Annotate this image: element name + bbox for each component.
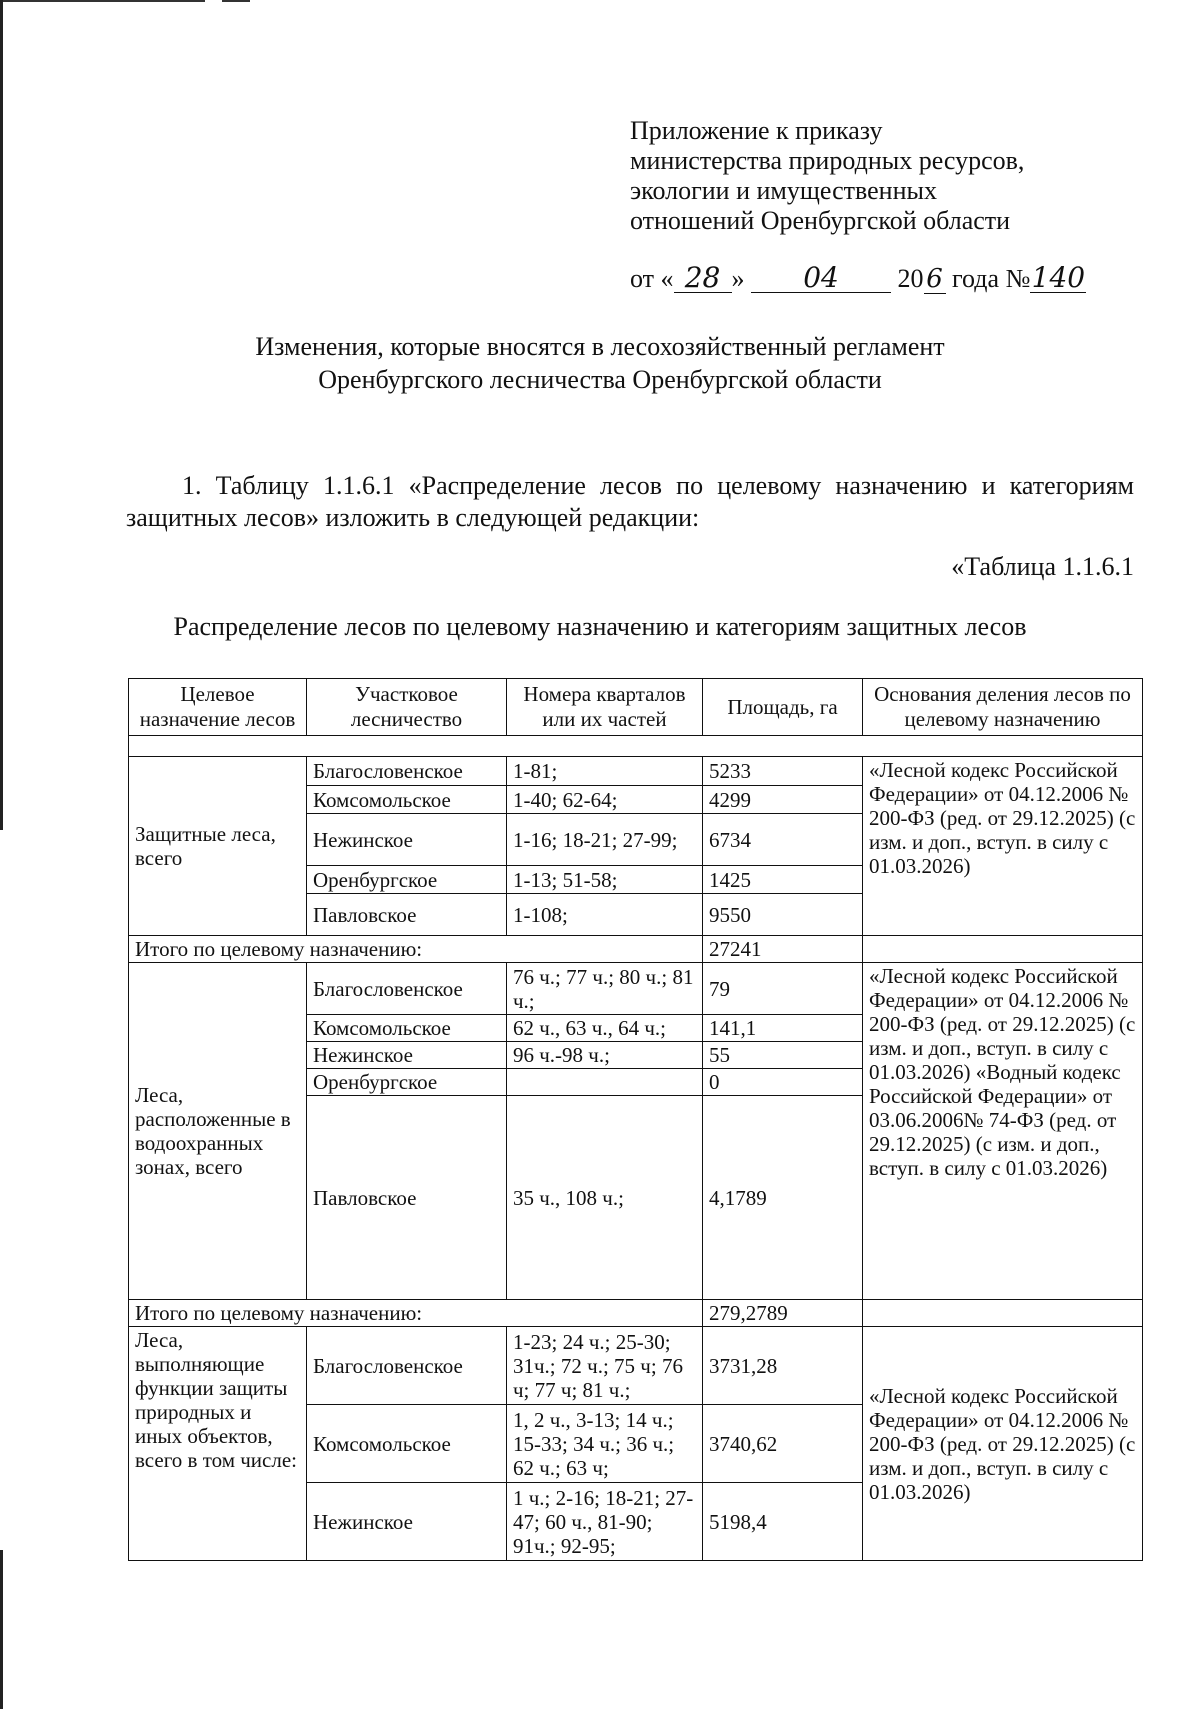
order-day-close: » xyxy=(731,264,745,293)
table-spacer-row xyxy=(129,736,1143,757)
purpose-cell: Леса, расположенные в водоохранных зонах, всего xyxy=(129,963,307,1300)
table-number-label: «Таблица 1.1.6.1 xyxy=(951,552,1134,581)
quarters-cell: 62 ч., 63 ч., 64 ч.; xyxy=(507,1015,703,1042)
quarters-cell: 1-81; xyxy=(507,757,703,786)
district-cell: Комсомольское xyxy=(307,1405,507,1483)
district-cell: Благословенское xyxy=(307,1327,507,1405)
appendix-line: отношений Оренбургской области xyxy=(630,206,1011,235)
area-cell: 1425 xyxy=(703,866,863,894)
district-cell: Оренбургское xyxy=(307,866,507,894)
district-cell: Благословенское xyxy=(307,963,507,1015)
area-cell: 3731,28 xyxy=(703,1327,863,1405)
area-cell: 5233 xyxy=(703,757,863,786)
quarters-cell: 1-16; 18-21; 27-99; xyxy=(507,814,703,866)
appendix-line: министерства природных ресурсов, xyxy=(630,146,1025,175)
quarters-cell xyxy=(507,1069,703,1096)
order-year-handwritten: 6 xyxy=(924,265,946,294)
area-cell: 0 xyxy=(703,1069,863,1096)
header-area: Площадь, га xyxy=(703,679,863,736)
quarters-cell: 1 ч.; 2-16; 18-21; 27-47; 60 ч., 81-90; 91ч.; 92-95; xyxy=(507,1483,703,1561)
order-year-suffix: года № xyxy=(952,264,1031,293)
quarters-cell: 1-40; 62-64; xyxy=(507,786,703,814)
area-cell: 5198,4 xyxy=(703,1483,863,1561)
district-cell: Оренбургское xyxy=(307,1069,507,1096)
order-from-prefix: от « xyxy=(630,264,674,293)
appendix-block xyxy=(630,116,1024,236)
purpose-cell: Леса, выполняющие функции защиты природных и иных объектов, всего в том числе: xyxy=(129,1327,307,1561)
quarters-cell: 1-13; 51-58; xyxy=(507,866,703,894)
district-cell: Комсомольское xyxy=(307,786,507,814)
area-cell: 4,1789 xyxy=(703,1096,863,1300)
scan-edge-border xyxy=(0,1550,3,1709)
scan-edge-border xyxy=(0,0,3,830)
total-value: 279,2789 xyxy=(703,1300,863,1327)
district-cell: Павловское xyxy=(307,894,507,936)
total-label: Итого по целевому назначению: xyxy=(129,1300,703,1327)
district-cell: Павловское xyxy=(307,1096,507,1300)
area-cell: 9550 xyxy=(703,894,863,936)
order-number-handwritten: 140 xyxy=(1031,261,1086,294)
area-cell: 4299 xyxy=(703,786,863,814)
header-basis: Основания деления лесов по целевому назначению xyxy=(863,679,1143,736)
order-month-handwritten: 04 xyxy=(751,264,891,293)
area-cell: 3740,62 xyxy=(703,1405,863,1483)
forest-distribution-table xyxy=(128,678,1143,1561)
quarters-cell: 96 ч.-98 ч.; xyxy=(507,1042,703,1069)
scan-edge-line xyxy=(222,0,250,2)
total-label: Итого по целевому назначению: xyxy=(129,936,703,963)
basis-cell: «Лесной кодекс Российской Федерации» от 04.12.2006 № 200-ФЗ (ред. от 29.12.2025) (с изм. и доп., вступ. в силу с 01.03.2026) xyxy=(863,1327,1143,1561)
district-cell: Комсомольское xyxy=(307,1015,507,1042)
basis-cell: «Лесной кодекс Российской Федерации» от 04.12.2006 № 200-ФЗ (ред. от 29.12.2025) (с изм. и доп., вступ. в силу с 01.03.2026) xyxy=(863,757,1143,936)
body-paragraph: 1. Таблицу 1.1.6.1 «Распределение лесов по целевому назначению и категориям защитных лесов» изложить в следующей редакции: xyxy=(126,471,1134,532)
area-cell: 141,1 xyxy=(703,1015,863,1042)
total-value: 27241 xyxy=(703,936,863,963)
table-row xyxy=(129,757,1143,786)
total-empty-cell xyxy=(863,936,1143,963)
header-district: Участковое лесничество xyxy=(307,679,507,736)
area-cell: 55 xyxy=(703,1042,863,1069)
quarters-cell: 1-108; xyxy=(507,894,703,936)
total-row xyxy=(129,936,1143,963)
total-row xyxy=(129,1300,1143,1327)
table-caption: Распределение лесов по целевому назначению и категориям защитных лесов xyxy=(173,612,1027,641)
header-purpose: Целевое назначение лесов xyxy=(129,679,307,736)
order-day-handwritten: 28 xyxy=(674,264,732,293)
table-row xyxy=(129,963,1143,1015)
district-cell: Нежинское xyxy=(307,814,507,866)
district-cell: Нежинское xyxy=(307,1042,507,1069)
heading-line: Изменения, которые вносятся в лесохозяйственный регламент xyxy=(255,332,945,361)
area-cell: 6734 xyxy=(703,814,863,866)
quarters-cell: 76 ч.; 77 ч.; 80 ч.; 81 ч.; xyxy=(507,963,703,1015)
order-year-prefix: 20 xyxy=(897,264,924,293)
district-cell: Нежинское xyxy=(307,1483,507,1561)
area-cell: 79 xyxy=(703,963,863,1015)
order-date-number xyxy=(630,261,1086,294)
district-cell: Благословенское xyxy=(307,757,507,786)
appendix-line: экологии и имущественных xyxy=(630,176,937,205)
heading-line: Оренбургского лесничества Оренбургской области xyxy=(318,365,882,394)
table-header-row xyxy=(129,679,1143,736)
purpose-cell: Защитные леса, всего xyxy=(129,757,307,936)
appendix-line: Приложение к приказу xyxy=(630,116,883,145)
header-quarters: Номера кварталов или их частей xyxy=(507,679,703,736)
quarters-cell: 1-23; 24 ч.; 25-30; 31ч.; 72 ч.; 75 ч; 76 ч; 77 ч; 81 ч.; xyxy=(507,1327,703,1405)
quarters-cell: 1, 2 ч., 3-13; 14 ч.; 15-33; 34 ч.; 36 ч.; 62 ч.; 63 ч; xyxy=(507,1405,703,1483)
table-row xyxy=(129,1327,1143,1405)
quarters-cell: 35 ч., 108 ч.; xyxy=(507,1096,703,1300)
scan-edge-line xyxy=(0,0,205,2)
total-empty-cell xyxy=(863,1300,1143,1327)
basis-cell: «Лесной кодекс Российской Федерации» от 04.12.2006 № 200-ФЗ (ред. от 29.12.2025) (с изм. и доп., вступ. в силу с 01.03.2026) «Водный кодекс Российской Федерации» от 03.06.2006№ 74-ФЗ (ред. от 29.12.2025) (с изм. и доп., вступ. в силу с 01.03.2026) xyxy=(863,963,1143,1300)
document-heading xyxy=(0,330,1200,396)
